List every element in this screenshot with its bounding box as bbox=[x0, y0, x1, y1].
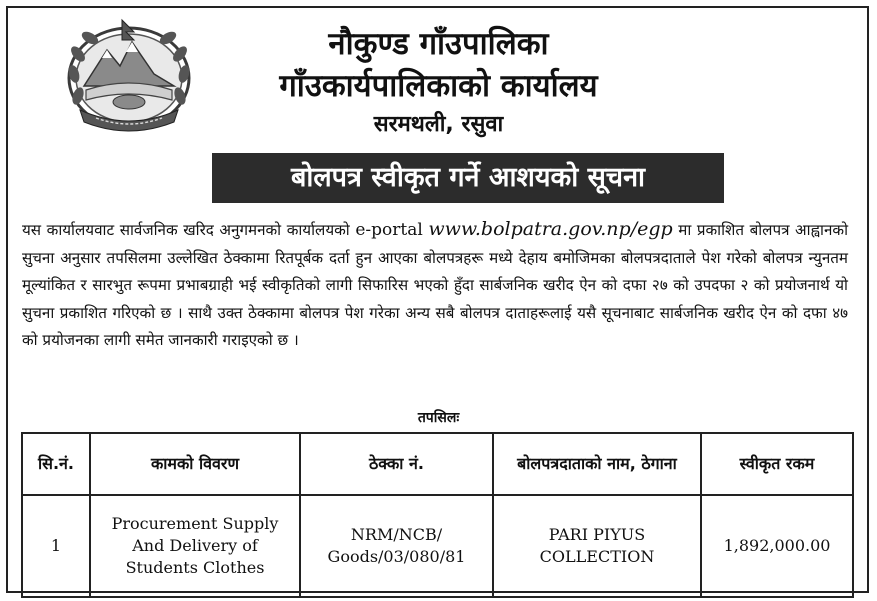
header-contract-no: ठेक्का नं. bbox=[300, 433, 493, 495]
table-row bbox=[22, 495, 853, 597]
award-table bbox=[21, 432, 854, 598]
header-amount: स्वीकृत रकम bbox=[701, 433, 853, 495]
cell-bidder: PARI PIYUS COLLECTION bbox=[493, 495, 701, 597]
portal-label: e-portal bbox=[355, 220, 423, 240]
office-location: सरमथली, रसुवा bbox=[373, 112, 504, 137]
cell-description: Procurement Supply And Delivery of Students Clothes bbox=[90, 495, 300, 597]
notice-title: बोलपत्र स्वीकृत गर्ने आशयको सूचना bbox=[212, 153, 724, 203]
header-description: कामको विवरण bbox=[90, 433, 300, 495]
cell-contract-no: NRM/NCB/ Goods/03/080/81 bbox=[300, 495, 493, 597]
body-intro: यस कार्यालयवाट सार्वजनिक खरिद अनुगमनको कार्यालयको bbox=[22, 221, 356, 239]
details-label: तपसिलः bbox=[417, 410, 460, 426]
notice-body bbox=[22, 216, 848, 355]
office-name: गाँउकार्यपालिकाको कार्यालय bbox=[279, 68, 598, 104]
table-header-row bbox=[22, 433, 853, 495]
body-main: मा प्रकाशित बोलपत्र आह्वानको सुचना अनुसार तपसिलमा उल्लेखित ठेक्कामा रितपूर्बक दर्ता हुन आएका बोलपत्रहरू मध्ये देहाय बमोजिमका बोलपत्रदाताले पेश गरेको बोलपत्र न्युनतम मूल्यांकित र सारभुत रूपमा प्रभाबग्राही भई स्वीकृतिको लागी सिफारिस भएको हुँदा सार्बजनिक खरीद ऐन को दफा २७ को उपदफा २ को प्रयोजनार्थ यो सुचना प्रकाशित गरिएको छ । साथै उक्त ठेक्कामा बोलपत्र पेश गरेका अन्य सबै बोलपत्र दाताहरूलाई यसै सूचनाबाट सार्बजनिक खरीद ऐन को दफा ४७ को प्रयोजनका लागी समेत जानकारी गराइएको छ । bbox=[22, 221, 849, 350]
cell-serial: 1 bbox=[22, 495, 90, 597]
portal-url: www.bolpatra.gov.np/egp bbox=[428, 218, 673, 240]
cell-amount: 1,892,000.00 bbox=[701, 495, 853, 597]
header-bidder: बोलपत्रदाताको नाम, ठेगाना bbox=[493, 433, 701, 495]
municipality-name: नौकुण्ड गाँउपालिका bbox=[328, 26, 549, 62]
header-serial: सि.नं. bbox=[22, 433, 90, 495]
